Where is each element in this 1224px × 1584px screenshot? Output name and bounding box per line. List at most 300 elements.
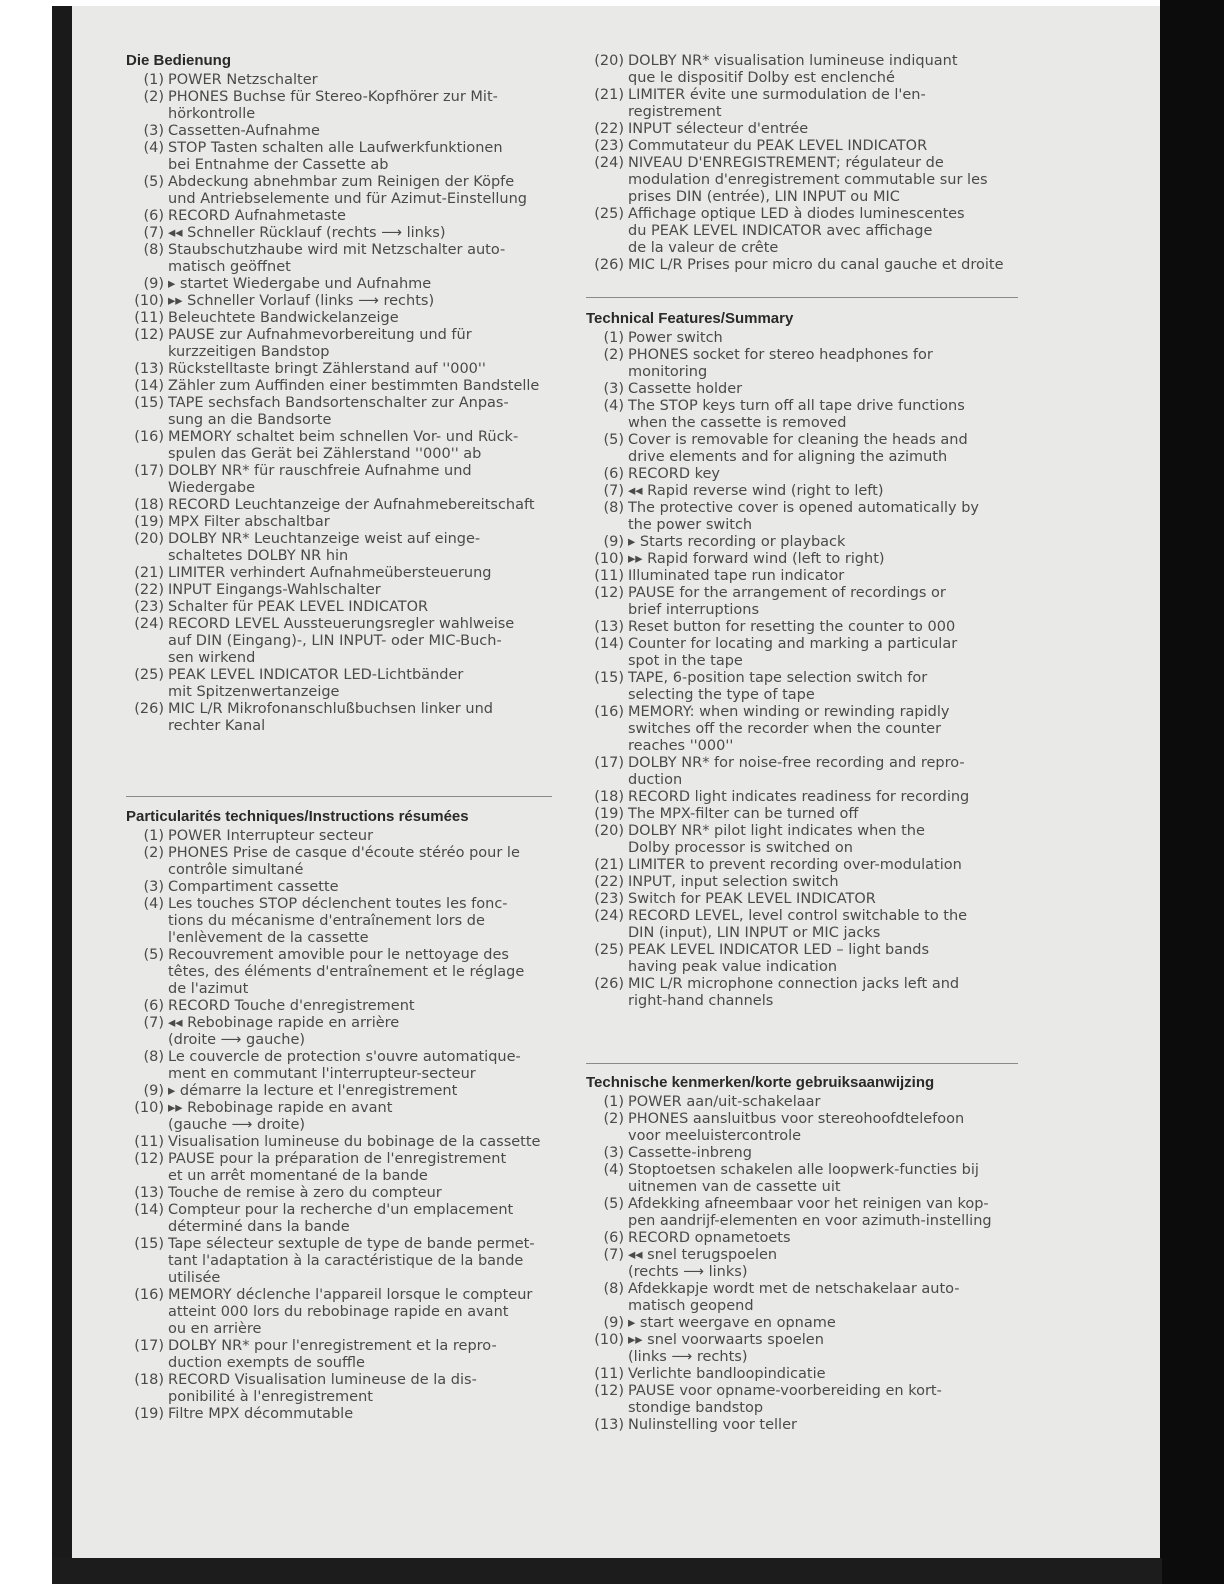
list-item: [586, 53, 1100, 87]
list-item: [126, 1185, 616, 1202]
item-number: (6): [143, 998, 164, 1014]
item-text-line: RECORD LEVEL Aussteuerungsregler wahlweise: [168, 616, 515, 632]
section-french: [126, 806, 616, 1423]
list-item: [126, 565, 616, 582]
item-text-line: ◂◂ Schneller Rücklauf (rechts ⟶ links): [168, 225, 446, 241]
list-item: [586, 619, 1100, 636]
item-text: [628, 381, 1100, 398]
item-number: (6): [603, 466, 624, 482]
item-number: (5): [143, 947, 164, 963]
item-text-line: PEAK LEVEL INDICATOR LED – light bands: [628, 942, 930, 958]
item-text-line: Switch for PEAK LEVEL INDICATOR: [628, 891, 876, 907]
item-text: [628, 347, 1100, 381]
item-text-line: Visualisation lumineuse du bobinage de la cassette: [168, 1134, 541, 1150]
list-item: [126, 395, 616, 429]
item-text-line: INPUT, input selection switch: [628, 874, 839, 890]
item-text-line: voor meeluistercontrole: [628, 1128, 802, 1144]
list-item: [586, 670, 1100, 704]
list-item: [126, 599, 616, 616]
item-number: (12): [134, 327, 164, 343]
item-text-line: PHONES aansluitbus voor stereohoofdtelefoon: [628, 1111, 965, 1127]
item-number: (22): [134, 582, 164, 598]
item-number: (17): [594, 755, 624, 771]
item-text: [628, 891, 1100, 908]
list-item: [126, 225, 616, 242]
item-text: [628, 670, 1100, 704]
item-number: (4): [143, 896, 164, 912]
item-number: (17): [134, 1338, 164, 1354]
item-number: (11): [134, 310, 164, 326]
list-item: [586, 551, 1100, 568]
item-text-line: Cassetten-Aufnahme: [168, 123, 320, 139]
list-item: [586, 1230, 1100, 1247]
item-text: [628, 432, 1100, 466]
item-text-line: und Antriebselemente und für Azimut-Einstellung: [168, 191, 528, 207]
item-text: [628, 1315, 1100, 1332]
item-number: (26): [134, 701, 164, 717]
item-number: (5): [143, 174, 164, 190]
item-text-line: (gauche ⟶ droite): [168, 1117, 306, 1133]
item-text: [628, 568, 1100, 585]
list-item: [586, 500, 1100, 534]
item-text: [168, 896, 616, 947]
item-text: [168, 463, 616, 497]
item-text: [168, 310, 616, 327]
item-text-line: PAUSE zur Aufnahmevorbereitung und für: [168, 327, 472, 343]
item-text: [168, 1406, 616, 1423]
item-text: [628, 942, 1100, 976]
item-text: [168, 1287, 616, 1338]
item-number: (2): [143, 845, 164, 861]
item-number: (11): [134, 1134, 164, 1150]
item-text: [628, 1247, 1100, 1281]
item-number: (12): [594, 585, 624, 601]
item-text: [628, 585, 1100, 619]
item-text-line: when the cassette is removed: [628, 415, 847, 431]
item-number: (13): [594, 1417, 624, 1433]
item-text-line: PEAK LEVEL INDICATOR LED-Lichtbänder: [168, 667, 464, 683]
item-number: (13): [134, 361, 164, 377]
list-item: [586, 755, 1100, 789]
divider: [586, 297, 1018, 298]
item-text-line: stondige bandstop: [628, 1400, 764, 1416]
item-text-line: mit Spitzenwertanzeige: [168, 684, 340, 700]
item-number: (24): [594, 155, 624, 171]
item-text: [628, 534, 1100, 551]
item-text-line: NIVEAU D'ENREGISTREMENT; régulateur de: [628, 155, 944, 171]
scan-edge-right: [1160, 0, 1224, 1584]
item-text-line: de la valeur de crête: [628, 240, 779, 256]
list-item: [586, 483, 1100, 500]
item-text-line: ▸▸ Schneller Vorlauf (links ⟶ rechts): [168, 293, 435, 309]
item-number: (14): [134, 1202, 164, 1218]
item-text: [628, 551, 1100, 568]
list-item: [586, 466, 1100, 483]
list-item: [126, 497, 616, 514]
item-text-line: duction: [628, 772, 683, 788]
list-item: [586, 206, 1100, 257]
item-text-line: TAPE sechsfach Bandsortenschalter zur Anpas-: [168, 395, 509, 411]
item-number: (13): [134, 1185, 164, 1201]
item-text: [628, 155, 1100, 206]
list-item: [586, 155, 1100, 206]
item-number: (25): [594, 206, 624, 222]
item-list: [126, 72, 616, 735]
item-text: [168, 582, 616, 599]
item-text-line: RECORD Touche d'enregistrement: [168, 998, 415, 1014]
item-text-line: (links ⟶ rechts): [628, 1349, 748, 1365]
list-item: [586, 568, 1100, 585]
item-text: [628, 619, 1100, 636]
item-text: [168, 242, 616, 276]
item-number: (20): [594, 53, 624, 69]
item-text: [168, 1151, 616, 1185]
item-text: [168, 276, 616, 293]
list-item: [126, 531, 616, 565]
item-text: [168, 531, 616, 565]
list-item: [126, 327, 616, 361]
item-number: (7): [143, 1015, 164, 1031]
item-text: [168, 174, 616, 208]
list-item: [126, 947, 616, 998]
item-text-line: spulen das Gerät bei Zählerstand ''000'' ab: [168, 446, 482, 462]
list-item: [586, 398, 1100, 432]
item-text-line: Beleuchtete Bandwickelanzeige: [168, 310, 399, 326]
list-item: [586, 823, 1100, 857]
list-item: [586, 857, 1100, 874]
item-text-line: LIMITER évite une surmodulation de l'en-: [628, 87, 926, 103]
list-item: [586, 636, 1100, 670]
list-item: [586, 1383, 1100, 1417]
item-text-line: right-hand channels: [628, 993, 774, 1009]
item-number: (24): [594, 908, 624, 924]
item-text-line: (rechts ⟶ links): [628, 1264, 748, 1280]
list-item: [586, 1332, 1100, 1366]
item-number: (8): [603, 1281, 624, 1297]
item-number: (9): [603, 534, 624, 550]
item-text-line: Zähler zum Auffinden einer bestimmten Bandstelle: [168, 378, 540, 394]
list-item: [126, 72, 616, 89]
item-number: (20): [134, 531, 164, 547]
item-text-line: Compteur pour la recherche d'un emplacement: [168, 1202, 514, 1218]
item-text-line: LIMITER to prevent recording over-modulation: [628, 857, 962, 873]
item-number: (3): [603, 1145, 624, 1161]
item-number: (19): [134, 1406, 164, 1422]
item-number: (6): [143, 208, 164, 224]
item-text: [168, 514, 616, 531]
item-text-line: Touche de remise à zero du compteur: [168, 1185, 442, 1201]
list-item: [126, 361, 616, 378]
item-number: (10): [594, 551, 624, 567]
item-number: (7): [143, 225, 164, 241]
item-text: [628, 1145, 1100, 1162]
item-text-line: LIMITER verhindert Aufnahmeübersteuerung: [168, 565, 492, 581]
item-text-line: Compartiment cassette: [168, 879, 339, 895]
scan-edge-bottom: [52, 1558, 1162, 1584]
item-text-line: Les touches STOP déclenchent toutes les fonc-: [168, 896, 508, 912]
item-text-line: Illuminated tape run indicator: [628, 568, 845, 584]
list-item: [586, 942, 1100, 976]
item-number: (16): [134, 1287, 164, 1303]
item-text: [168, 208, 616, 225]
list-item: [126, 1406, 616, 1423]
list-item: [126, 845, 616, 879]
item-text-line: l'enlèvement de la cassette: [168, 930, 369, 946]
item-text: [168, 225, 616, 242]
list-item: [126, 310, 616, 327]
list-item: [126, 1202, 616, 1236]
item-text-line: ▸ startet Wiedergabe und Aufnahme: [168, 276, 432, 292]
item-number: (21): [594, 857, 624, 873]
item-text: [628, 1281, 1100, 1315]
list-item: [126, 896, 616, 947]
list-item: [586, 138, 1100, 155]
list-item: [586, 534, 1100, 551]
item-text-line: duction exempts de souffle: [168, 1355, 365, 1371]
list-item: [586, 585, 1100, 619]
list-item: [126, 1083, 616, 1100]
item-number: (23): [594, 138, 624, 154]
item-text-line: ▸ start weergave en opname: [628, 1315, 836, 1331]
item-text-line: RECORD Visualisation lumineuse de la dis-: [168, 1372, 477, 1388]
item-text: [168, 1236, 616, 1287]
item-text-line: prises DIN (entrée), LIN INPUT ou MIC: [628, 189, 900, 205]
item-text: [628, 704, 1100, 755]
item-text-line: switches off the recorder when the counter: [628, 721, 942, 737]
item-text: [628, 823, 1100, 857]
item-list: [586, 53, 1100, 274]
list-item: [126, 582, 616, 599]
item-number: (2): [603, 1111, 624, 1127]
item-text: [628, 976, 1100, 1010]
item-text-line: Cover is removable for cleaning the heads and: [628, 432, 968, 448]
item-number: (8): [143, 242, 164, 258]
item-text-line: RECORD LEVEL, level control switchable to the: [628, 908, 968, 924]
list-item: [126, 429, 616, 463]
item-number: (4): [143, 140, 164, 156]
item-text-line: utilisée: [168, 1270, 221, 1286]
item-number: (10): [134, 293, 164, 309]
item-number: (23): [134, 599, 164, 615]
item-number: (2): [143, 89, 164, 105]
item-text: [168, 1083, 616, 1100]
item-text: [168, 293, 616, 310]
list-item: [126, 1236, 616, 1287]
item-text-line: ▸▸ Rebobinage rapide en avant: [168, 1100, 393, 1116]
list-item: [126, 1338, 616, 1372]
item-text-line: registrement: [628, 104, 722, 120]
item-text-line: INPUT Eingangs-Wahlschalter: [168, 582, 381, 598]
list-item: [126, 1100, 616, 1134]
item-text-line: drive elements and for aligning the azimuth: [628, 449, 948, 465]
item-text-line: contrôle simultané: [168, 862, 304, 878]
item-number: (7): [603, 483, 624, 499]
item-text-line: Afdekkapje wordt met de netschakelaar auto-: [628, 1281, 960, 1297]
item-text-line: Afdekking afneembaar voor het reinigen van kop-: [628, 1196, 989, 1212]
item-text-line: DIN (input), LIN INPUT or MIC jacks: [628, 925, 881, 941]
item-number: (4): [603, 1162, 624, 1178]
list-item: [586, 432, 1100, 466]
item-number: (18): [134, 497, 164, 513]
item-text: [168, 395, 616, 429]
item-number: (10): [594, 1332, 624, 1348]
item-text-line: DOLBY NR* pour l'enregistrement et la repro-: [168, 1338, 497, 1354]
item-text-line: déterminé dans la bande: [168, 1219, 350, 1235]
item-number: (9): [603, 1315, 624, 1331]
section-title: Particularités techniques/Instructions résumées: [126, 808, 469, 825]
item-text: [168, 845, 616, 879]
list-item: [126, 1015, 616, 1049]
item-text-line: having peak value indication: [628, 959, 838, 975]
list-item: [126, 463, 616, 497]
item-text-line: PAUSE pour la préparation de l'enregistrement: [168, 1151, 507, 1167]
item-text: [628, 1383, 1100, 1417]
item-text: [628, 636, 1100, 670]
item-text-line: de l'azimut: [168, 981, 249, 997]
item-text-line: the power switch: [628, 517, 753, 533]
item-text-line: ▸ démarre la lecture et l'enregistrement: [168, 1083, 458, 1099]
item-number: (24): [134, 616, 164, 632]
list-item: [586, 1162, 1100, 1196]
list-item: [126, 514, 616, 531]
scan-edge-left: [52, 6, 72, 1584]
item-number: (21): [134, 565, 164, 581]
item-text: [168, 879, 616, 896]
item-number: (3): [603, 381, 624, 397]
item-text-line: têtes, des éléments d'entraînement et le réglage: [168, 964, 525, 980]
item-text-line: The MPX-filter can be turned off: [628, 806, 859, 822]
item-text: [168, 123, 616, 140]
item-text-line: atteint 000 lors du rebobinage rapide en avant: [168, 1304, 509, 1320]
item-text-line: The protective cover is opened automatically by: [628, 500, 979, 516]
item-text: [628, 908, 1100, 942]
item-number: (5): [603, 1196, 624, 1212]
list-item: [126, 1134, 616, 1151]
item-number: (16): [134, 429, 164, 445]
item-number: (3): [143, 879, 164, 895]
item-text: [628, 806, 1100, 823]
item-text-line: ponibilité à l'enregistrement: [168, 1389, 373, 1405]
list-item: [586, 1094, 1100, 1111]
item-text: [628, 874, 1100, 891]
list-item: [126, 89, 616, 123]
item-number: (15): [594, 670, 624, 686]
item-text: [628, 1094, 1100, 1111]
item-number: (14): [594, 636, 624, 652]
list-item: [126, 378, 616, 395]
item-text: [168, 497, 616, 514]
item-text-line: matisch geopend: [628, 1298, 754, 1314]
item-text-line: DOLBY NR* visualisation lumineuse indiquant: [628, 53, 958, 69]
item-text-line: uitnemen van de cassette uit: [628, 1179, 841, 1195]
item-text-line: MEMORY: when winding or rewinding rapidly: [628, 704, 950, 720]
list-item: [586, 1281, 1100, 1315]
item-number: (5): [603, 432, 624, 448]
item-text-line: Staubschutzhaube wird mit Netzschalter auto-: [168, 242, 506, 258]
item-text-line: Power switch: [628, 330, 723, 346]
item-number: (14): [134, 378, 164, 394]
item-number: (22): [594, 121, 624, 137]
item-text: [168, 429, 616, 463]
section-title: Die Bedienung: [126, 52, 232, 69]
item-text-line: tions du mécanisme d'entraînement lors de: [168, 913, 485, 929]
item-text-line: ◂◂ Rapid reverse wind (right to left): [628, 483, 884, 499]
item-number: (18): [134, 1372, 164, 1388]
item-text-line: Reset button for resetting the counter to 000: [628, 619, 956, 635]
item-text: [168, 599, 616, 616]
item-text-line: RECORD light indicates readiness for recording: [628, 789, 970, 805]
item-number: (12): [134, 1151, 164, 1167]
item-text-line: pen aandrijf-elementen en voor azimuth-instelling: [628, 1213, 992, 1229]
list-item: [126, 1372, 616, 1406]
item-number: (1): [143, 72, 164, 88]
item-text-line: Affichage optique LED à diodes luminescentes: [628, 206, 965, 222]
item-text-line: RECORD Leuchtanzeige der Aufnahmebereitschaft: [168, 497, 535, 513]
item-text-line: tant l'adaptation à la caractéristique de la bande: [168, 1253, 524, 1269]
item-text-line: monitoring: [628, 364, 708, 380]
section-english: [586, 308, 1100, 1010]
item-text-line: MPX Filter abschaltbar: [168, 514, 330, 530]
item-text: [168, 1185, 616, 1202]
item-number: (19): [594, 806, 624, 822]
list-item: [126, 208, 616, 225]
item-text-line: DOLBY NR* Leuchtanzeige weist auf einge-: [168, 531, 481, 547]
item-text: [628, 257, 1100, 274]
item-text: [628, 1111, 1100, 1145]
item-number: (22): [594, 874, 624, 890]
item-text: [628, 138, 1100, 155]
list-item: [126, 140, 616, 174]
item-text-line: RECORD Aufnahmetaste: [168, 208, 346, 224]
item-number: (8): [603, 500, 624, 516]
item-text: [168, 1202, 616, 1236]
item-text: [168, 361, 616, 378]
item-text: [168, 1338, 616, 1372]
item-text-line: MIC L/R Mikrofonanschlußbuchsen linker und: [168, 701, 493, 717]
item-number: (15): [134, 395, 164, 411]
item-text-line: DOLBY NR* pilot light indicates when the: [628, 823, 925, 839]
item-number: (15): [134, 1236, 164, 1252]
item-text: [628, 1332, 1100, 1366]
item-text: [168, 616, 616, 667]
item-text-line: brief interruptions: [628, 602, 760, 618]
item-number: (16): [594, 704, 624, 720]
item-text: [628, 466, 1100, 483]
item-text-line: (droite ⟶ gauche): [168, 1032, 306, 1048]
list-item: [586, 806, 1100, 823]
item-text-line: et un arrêt momentané de la bande: [168, 1168, 428, 1184]
item-number: (2): [603, 347, 624, 363]
section-dutch: [586, 1072, 1100, 1434]
item-text: [628, 483, 1100, 500]
list-item: [586, 1145, 1100, 1162]
item-text-line: ▸▸ Rapid forward wind (left to right): [628, 551, 885, 567]
item-number: (1): [603, 1094, 624, 1110]
item-text-line: Verlichte bandloopindicatie: [628, 1366, 826, 1382]
item-text: [628, 206, 1100, 257]
list-item: [586, 1366, 1100, 1383]
item-text-line: bei Entnahme der Cassette ab: [168, 157, 389, 173]
item-text-line: ◂◂ snel terugspoelen: [628, 1247, 778, 1263]
list-item: [126, 1049, 616, 1083]
item-text-line: Schalter für PEAK LEVEL INDICATOR: [168, 599, 429, 615]
item-text-line: Dolby processor is switched on: [628, 840, 853, 856]
item-text: [168, 89, 616, 123]
list-item: [586, 976, 1100, 1010]
item-text-line: PAUSE for the arrangement of recordings or: [628, 585, 946, 601]
item-number: (4): [603, 398, 624, 414]
divider: [126, 796, 552, 797]
